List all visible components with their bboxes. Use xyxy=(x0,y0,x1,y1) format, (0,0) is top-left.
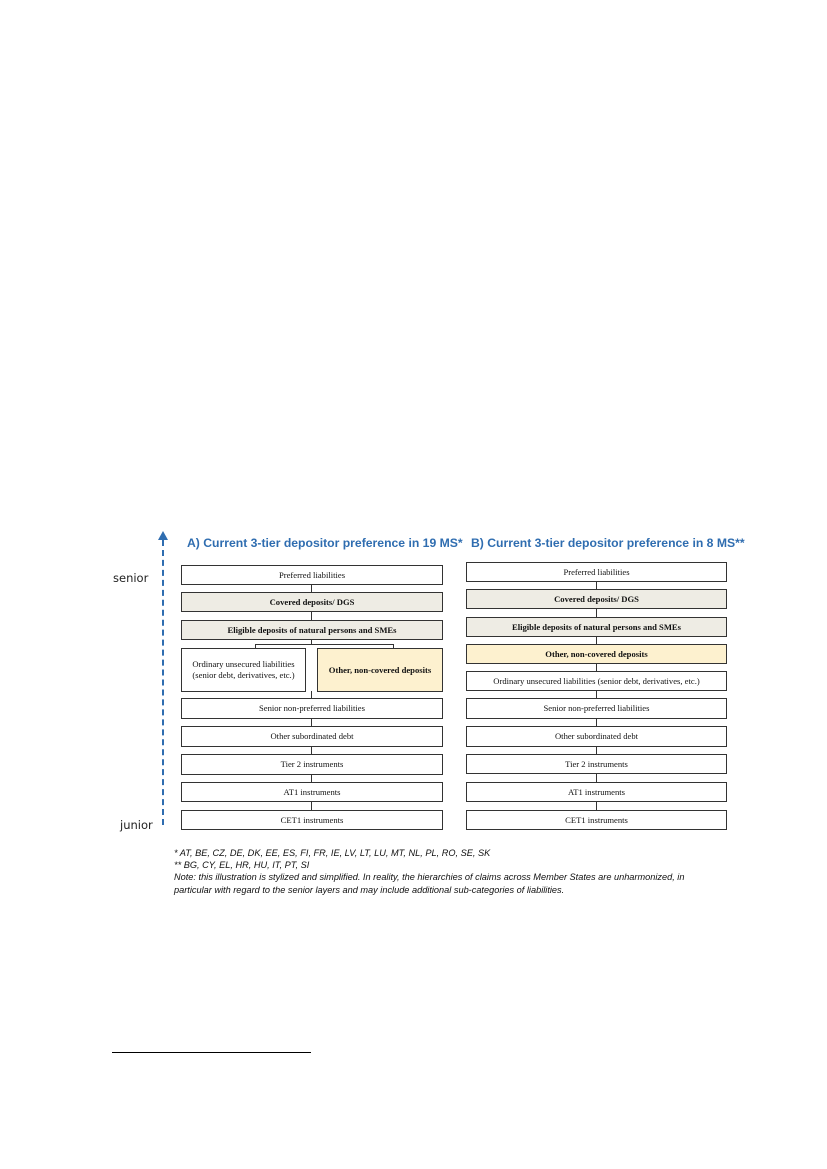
panel-b-ordinary-unsecured: Ordinary unsecured liabilities (senior debt, derivatives, etc.) xyxy=(466,671,727,691)
axis-senior-label: senior xyxy=(113,571,149,585)
panel-a-connector xyxy=(311,802,312,810)
notes-line-disclaimer-2: particular with regard to the senior layers and may include additional sub-categories of liabilities. xyxy=(174,884,565,895)
panel-b-title: B) Current 3-tier depositor preference in 8 MS** xyxy=(471,536,745,550)
panel-b-connector xyxy=(596,774,597,782)
panel-a-title: A) Current 3-tier depositor preference in 19 MS* xyxy=(187,536,463,550)
panel-a-senior-non-preferred: Senior non-preferred liabilities xyxy=(181,698,443,719)
panel-b-eligible-deposits: Eligible deposits of natural persons and SMEs xyxy=(466,617,727,637)
panel-a-connector xyxy=(311,775,312,782)
panel-b-connector xyxy=(596,747,597,754)
panel-b-connector xyxy=(596,719,597,726)
panel-a-connector xyxy=(311,719,312,726)
panel-a-covered-deposits: Covered deposits/ DGS xyxy=(181,592,443,612)
seniority-arrow-head xyxy=(158,531,168,540)
panel-a-connector xyxy=(311,691,312,698)
panel-b-senior-non-preferred: Senior non-preferred liabilities xyxy=(466,698,727,719)
panel-b-connector xyxy=(596,664,597,671)
panel-b-connector xyxy=(596,802,597,810)
panel-b-preferred-liabilities: Preferred liabilities xyxy=(466,562,727,582)
panel-a-eligible-deposits: Eligible deposits of natural persons and SMEs xyxy=(181,620,443,640)
notes-line-panel-b-countries: ** BG, CY, EL, HR, HU, IT, PT, SI xyxy=(174,860,310,871)
panel-b-tier2: Tier 2 instruments xyxy=(466,754,727,774)
panel-b-cet1: CET1 instruments xyxy=(466,810,727,830)
panel-a-preferred-liabilities: Preferred liabilities xyxy=(181,565,443,585)
axis-junior-label: junior xyxy=(120,818,153,832)
panel-a-other-non-covered: Other, non-covered deposits xyxy=(317,648,443,692)
panel-a-connector xyxy=(311,747,312,754)
panel-b-at1: AT1 instruments xyxy=(466,782,727,802)
notes-line-disclaimer-1: Note: this illustration is stylized and simplified. In reality, the hierarchies of claims across Member States are unharmonized, in xyxy=(174,872,685,883)
panel-b-connector xyxy=(596,637,597,644)
panel-a-cet1: CET1 instruments xyxy=(181,810,443,830)
panel-a-connector xyxy=(311,611,312,620)
panel-b-other-subordinated: Other subordinated debt xyxy=(466,726,727,747)
panel-b-covered-deposits: Covered deposits/ DGS xyxy=(466,589,727,609)
panel-b-connector xyxy=(596,582,597,589)
figure-notes xyxy=(174,847,774,896)
panel-a-at1: AT1 instruments xyxy=(181,782,443,802)
panel-a-branch-line xyxy=(255,644,393,645)
panel-b-other-non-covered: Other, non-covered deposits xyxy=(466,644,727,664)
footnote-separator xyxy=(112,1052,311,1053)
seniority-axis-line xyxy=(162,540,164,825)
notes-line-panel-a-countries: * AT, BE, CZ, DE, DK, EE, ES, FI, FR, IE, LV, LT, LU, MT, NL, PL, RO, SE, SK xyxy=(174,848,491,858)
panel-b-connector xyxy=(596,691,597,698)
panel-a-other-subordinated: Other subordinated debt xyxy=(181,726,443,747)
panel-b-connector xyxy=(596,609,597,617)
panel-a-ordinary-unsecured: Ordinary unsecured liabilities (senior debt, derivatives, etc.) xyxy=(181,648,306,692)
panel-a-tier2: Tier 2 instruments xyxy=(181,754,443,775)
